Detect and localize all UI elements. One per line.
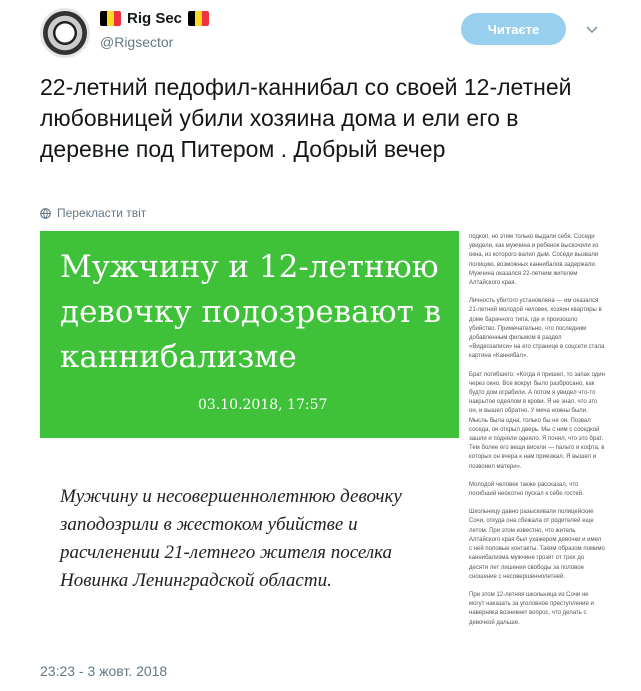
article-paragraph: При этом 12-летняя школьница из Сочи не могут наказать за уголовное преступление и наверняка возникнет вопрос, что делать с девочкой дальше. [469,591,594,626]
article-paragraph: подкоп, но этим только выдали себя. Соседи увидели, как мужчина и ребенок выскочили из окна, из которого валил дым. Соседи вызвали полицию, возможных каннибалов задержали. Мужчина оказался 22-летним жителем Алтайского края. [469,234,599,287]
avatar[interactable] [40,8,90,58]
article-header-banner [40,231,459,438]
translate-tweet-link[interactable] [40,206,146,220]
article-date: 03.10.2018, 17:57 [198,397,328,413]
article-paragraph: Школьницу давно разыскивали полицейские Сочи, откуда она сбежала от родителей еще летом. При этом известно, что житель Алтайского края был ухажером девочки и имел с ней половые контакты. Таким образом помимо каннибализма мужчине грозит от трех до десяти лет лишения свободы за половое сношение с несовершеннолетней. [469,509,605,580]
tweet-text: 22-летний педофил-каннибал со своей 12-летней любовницей убили хозяина дома и ели его в деревне под Питером . Добрый вечер [40,74,572,162]
tweet-timestamp[interactable]: 23:23 - 3 жовт. 2018 [40,663,168,679]
translate-label[interactable]: Перекласти твіт [57,206,147,220]
article-paragraph: Личность убитого установлена — им оказался 21-летний молодой человек, хозяин квартиры в доме барачного типа, где и произошло убийство. Примечательно, что последним добавленным фильмом в раздел «Видеозаписи» на его странице в соцсети стала картина «Каннибал». [469,298,605,360]
user-handle[interactable]: @Rigsector [100,34,174,50]
article-paragraph: Молодой человек также рассказал, что погибший неохотно пускал к себе гостей. [469,481,584,498]
article-paragraph: Брат погибшего: «Когда я пришел, то запах один через окно. Все вокруг было разбросано, как будто дом ограбили. А потом я увидел что-то накрытое одеялом в крови. Я не знал, что это он, и вышел обратно. У меча ножны были. Мысль была одна, только бы не он. Позвал соседа, он открыл дверь. Мы с ним с соседкой зашли и подняли одеяло. Я понял, что это брат. Тем более его вещи висели — пальто и кофта, в которых он вчера к нам приезжал. Я вышел и позвонил матери». [469,371,605,470]
belgium-flag-icon [188,11,209,26]
tweet-media-image[interactable] [40,231,606,662]
globe-icon [40,208,51,219]
user-name-row[interactable] [100,10,209,27]
belgium-flag-icon [100,11,121,26]
article-headline: Мужчину и 12-летнюю девочку подозревают в каннибализме [60,249,442,375]
article-body-column [469,233,605,637]
chevron-down-icon[interactable] [585,22,599,36]
article-lead: Мужчину и несовершеннолетнюю девочку заподозрили в жестоком убийстве и расчленении 21-летнего жителя поселка Новинка Ленинградской области. [60,486,402,591]
user-name[interactable]: Rig Sec [127,10,183,27]
following-button[interactable]: Читаєте [461,13,566,45]
